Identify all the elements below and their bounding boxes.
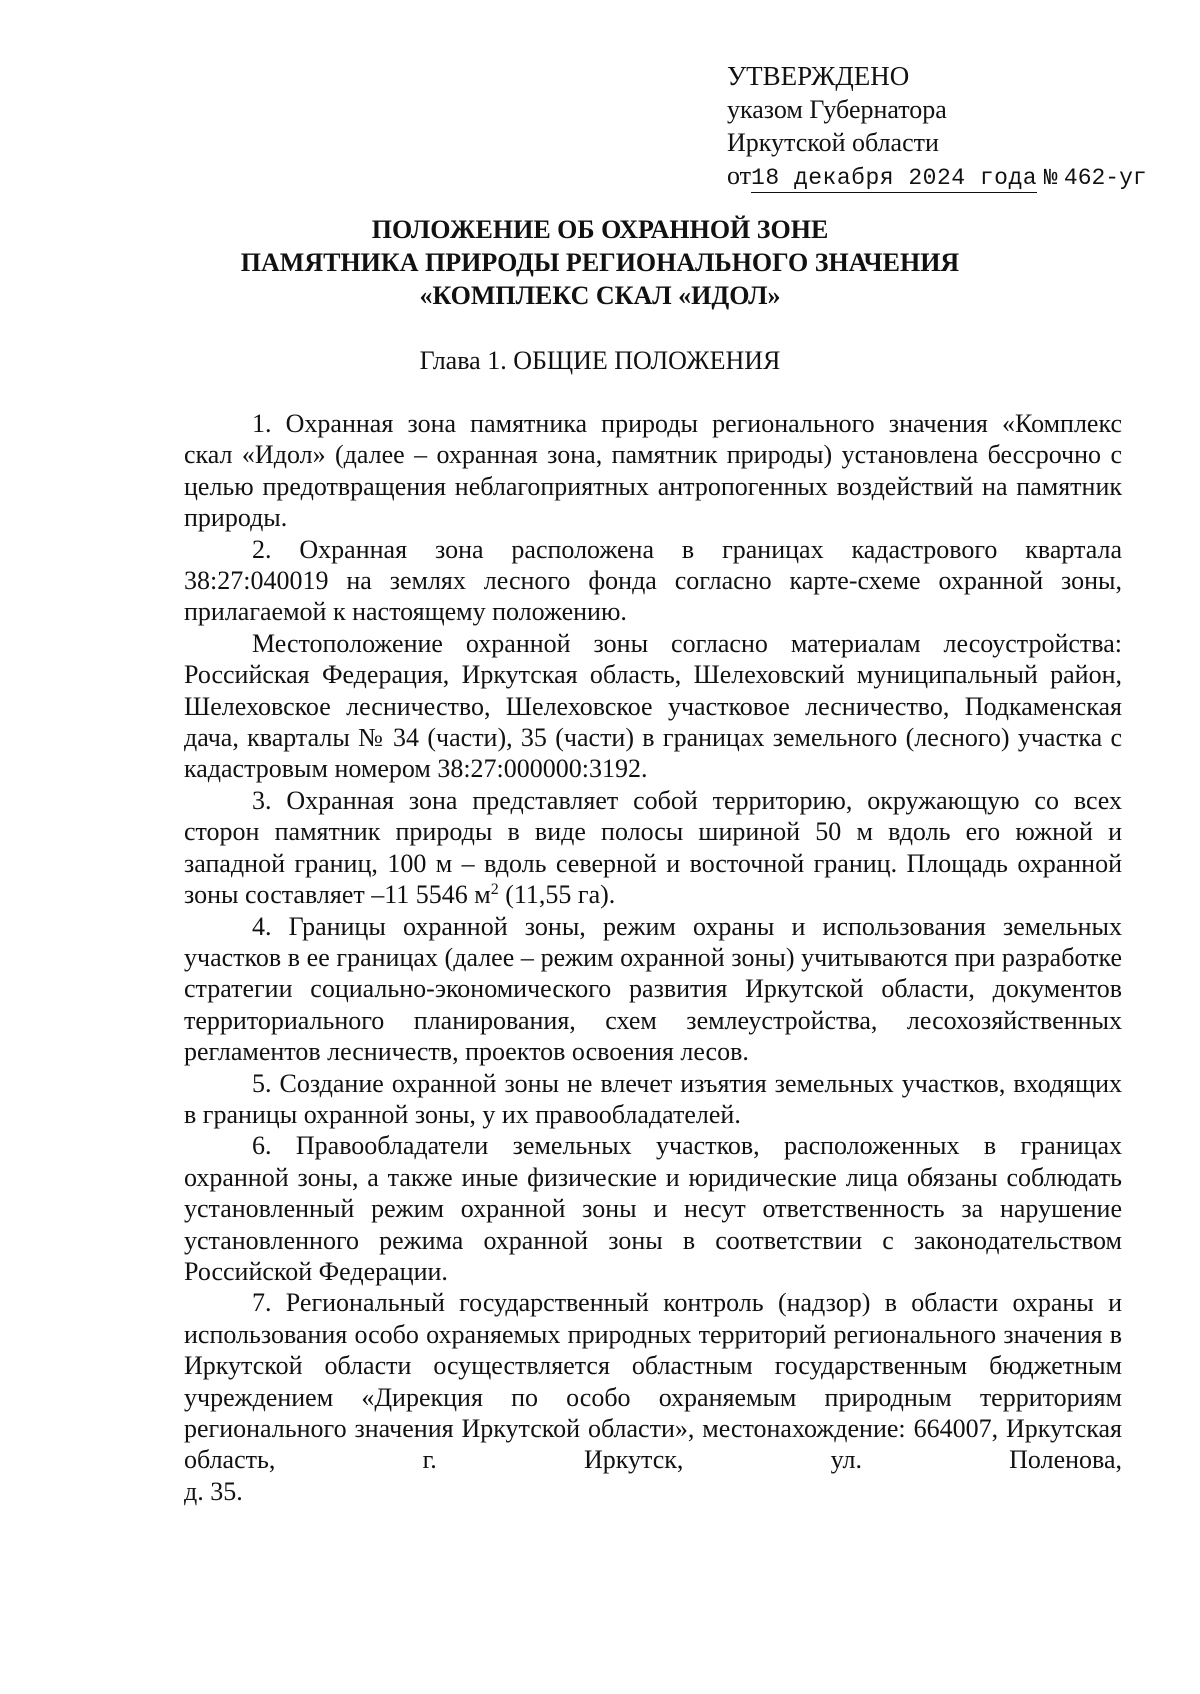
paragraph-6: 6. Правообладатели земельных участков, расположенных в границах охранной зоны, а также иные физические и юридические лица обязаны соблюдать установленный режим охранной зоны и несут ответственность за нарушение установленного режима охранной зоны в соответствии с законодательством Российской Федерации. [184, 1131, 1122, 1286]
approval-stamp [727, 60, 1147, 195]
approval-heading: УТВЕРЖДЕНО [727, 61, 910, 91]
paragraph-2: 2. Охранная зона расположена в границах кадастрового квартала 38:27:040019 на землях лесного фонда согласно карте-схеме охранной зоны, прилагаемой к настоящему положению. [184, 534, 1122, 627]
approval-number-sign: № [1043, 165, 1058, 191]
paragraph-1: 1. Охранная зона памятника природы регионального значения «Комплекс скал «Идол» (далее – охранная зона, памятник природы) установлена бессрочно с целью предотвращения неблагоприятных антропогенных воздействий на памятник природы. [184, 409, 1122, 533]
paragraph-2-location: Местоположение охранной зоны согласно материалам лесоустройства: Российская Федерация, Иркутская область, Шелеховский муниципальный район, Шелеховское лесничество, Шелеховское участковое лесничество, Подкаменская дача, кварталы № 34 (части), 35 (части) в границах земельного (лесного) участка с кадастровым номером 38:27:000000:3192. [184, 628, 1122, 784]
approval-number: 462-уг [1063, 165, 1147, 191]
document-body [184, 408, 1122, 1507]
square-meter-superscript: 2 [490, 881, 499, 899]
paragraph-7: 7. Региональный государственный контроль (надзор) в области охраны и использования особо охраняемых природных территорий регионального значения в Иркутской области осуществляется областным государственным бюджетным учреждением «Дирекция по особо охраняемым природным территориям регионального значения Иркутской области», местонахождение: 664007, Иркутская область, г. Иркутск, ул. Поленова, [184, 1288, 1122, 1475]
paragraph-7-tail: д. 35. [184, 1476, 243, 1506]
title-line-2: ПАМЯТНИКА ПРИРОДЫ РЕГИОНАЛЬНОГО ЗНАЧЕНИЯ [240, 248, 960, 277]
title-line-3: «КОМПЛЕКС СКАЛ «ИДОЛ» [419, 281, 781, 310]
approval-date-line [727, 159, 1147, 195]
chapter-heading: Глава 1. ОБЩИЕ ПОЛОЖЕНИЯ [419, 346, 781, 375]
title-line-1: ПОЛОЖЕНИЕ ОБ ОХРАННОЙ ЗОНЕ [371, 215, 829, 244]
approval-region: Иркутской области [727, 128, 939, 157]
paragraph-3-text: 3. Охранная зона представляет собой территорию, окружающую со всех сторон памятник природы в виде полосы шириной 50 м вдоль его южной и западной границ, 100 м – вдоль северной и восточной границ. Площадь охранной зоны составляет –11 5546 м [184, 785, 1122, 910]
paragraph-5: 5. Создание охранной зоны не влечет изъятия земельных участков, входящих в границы охранной зоны, у их правообладателей. [184, 1068, 1122, 1129]
paragraph-3 [184, 785, 1122, 911]
paragraph-4: 4. Границы охранной зоны, режим охраны и использования земельных участков в ее границах (далее – режим охранной зоны) учитываются при разработке стратегии социально-экономического развития Иркутской области, документов территориального планирования, схем землеустройства, лесохозяйственных регламентов лесничеств, проектов освоения лесов. [184, 911, 1122, 1067]
approval-authority: указом Губернатора [727, 95, 947, 124]
document-title [140, 213, 1060, 312]
approval-date-prefix: от [727, 161, 752, 190]
paragraph-3-tail: (11,55 га). [498, 880, 616, 910]
approval-date: 18 декабря 2024 года [751, 165, 1038, 191]
